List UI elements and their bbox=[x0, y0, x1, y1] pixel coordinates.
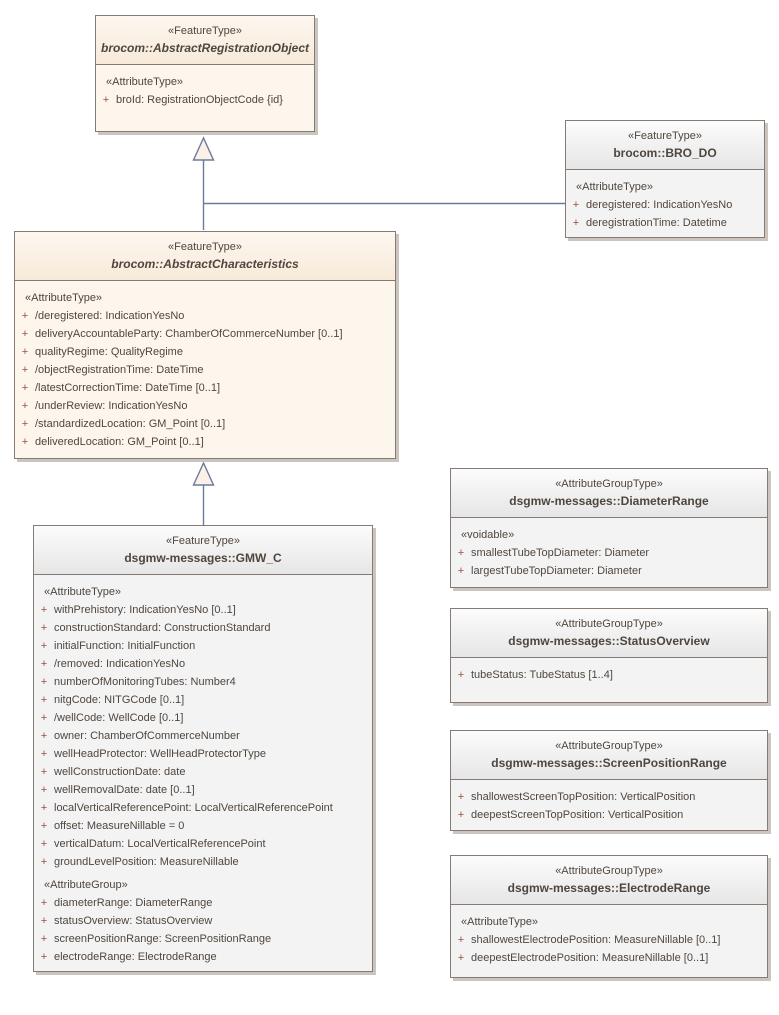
class-electrode-range[interactable] bbox=[450, 855, 768, 978]
class-header bbox=[566, 121, 764, 170]
class-abstract-characteristics[interactable] bbox=[14, 231, 396, 459]
attribute-row: + deepestElectrodePosition: MeasureNillable [0..1] bbox=[457, 952, 709, 964]
attribute-row: + wellHeadProtector: WellHeadProtectorType bbox=[40, 748, 266, 760]
class-header bbox=[451, 609, 767, 658]
attribute-row: + shallowestElectrodePosition: MeasureNillable [0..1] bbox=[457, 934, 721, 946]
compartment-label: «AttributeType» bbox=[106, 76, 184, 88]
compartment-label: «AttributeGroup» bbox=[44, 879, 128, 891]
generalization-characteristics-to-registrationobject[interactable] bbox=[194, 138, 214, 230]
stereotype: «AttributeGroupType» bbox=[555, 865, 663, 877]
attribute-compartment bbox=[451, 780, 767, 830]
stereotype: «AttributeGroupType» bbox=[555, 618, 663, 630]
attribute-row: + /latestCorrectionTime: DateTime [0..1] bbox=[21, 382, 221, 394]
attribute-row: + diameterRange: DiameterRange bbox=[40, 897, 213, 909]
attribute-row: + screenPositionRange: ScreenPositionRange bbox=[40, 933, 272, 945]
attribute-row: + /standardizedLocation: GM_Point [0..1] bbox=[21, 418, 226, 430]
class-header bbox=[451, 469, 767, 518]
class-name: brocom::BRO_DO bbox=[613, 146, 717, 160]
attribute-compartment bbox=[34, 575, 372, 971]
class-name: dsgmw-messages::GMW_C bbox=[124, 551, 282, 565]
compartment-label: «AttributeType» bbox=[576, 181, 654, 193]
attribute-compartment bbox=[451, 658, 767, 702]
attribute-row: + groundLevelPosition: MeasureNillable bbox=[40, 856, 239, 868]
class-screen-position-range[interactable] bbox=[450, 730, 768, 831]
attribute-row: + initialFunction: InitialFunction bbox=[40, 640, 196, 652]
attribute-row: + owner: ChamberOfCommerceNumber bbox=[40, 730, 240, 742]
attribute-row: + deepestScreenTopPosition: VerticalPosition bbox=[457, 809, 684, 821]
attribute-row: + tubeStatus: TubeStatus [1..4] bbox=[457, 669, 613, 681]
attribute-compartment bbox=[566, 170, 764, 237]
compartment-label: «AttributeType» bbox=[461, 916, 539, 928]
attribute-compartment bbox=[15, 281, 395, 458]
class-status-overview[interactable] bbox=[450, 608, 768, 703]
class-name: dsgmw-messages::StatusOverview bbox=[508, 634, 710, 648]
class-gmw-c[interactable] bbox=[33, 525, 373, 972]
attribute-row: + deregistered: IndicationYesNo bbox=[572, 199, 733, 211]
class-name: brocom::AbstractCharacteristics bbox=[111, 257, 299, 271]
attribute-row: + offset: MeasureNillable = 0 bbox=[40, 820, 185, 832]
attribute-row: + localVerticalReferencePoint: LocalVerticalReferencePoint bbox=[40, 802, 333, 814]
attribute-row: + deregistrationTime: Datetime bbox=[572, 217, 727, 229]
class-name: brocom::AbstractRegistrationObject bbox=[100, 41, 310, 55]
attribute-compartment bbox=[96, 65, 314, 131]
stereotype: «FeatureType» bbox=[168, 25, 242, 37]
attribute-row: + largestTubeTopDiameter: Diameter bbox=[457, 565, 642, 577]
stereotype: «FeatureType» bbox=[628, 130, 702, 142]
attribute-row: + /removed: IndicationYesNo bbox=[40, 658, 186, 670]
stereotype: «FeatureType» bbox=[168, 241, 242, 253]
attribute-row: + withPrehistory: IndicationYesNo [0..1] bbox=[40, 604, 236, 616]
class-header bbox=[34, 526, 372, 575]
class-diameter-range[interactable] bbox=[450, 468, 768, 588]
compartment-label: «AttributeType» bbox=[25, 292, 103, 304]
attribute-row: + wellConstructionDate: date bbox=[40, 766, 186, 778]
attribute-row: + constructionStandard: ConstructionStandard bbox=[40, 622, 271, 634]
attribute-row: + nitgCode: NITGCode [0..1] bbox=[40, 694, 185, 706]
class-header bbox=[451, 856, 767, 905]
stereotype: «AttributeGroupType» bbox=[555, 740, 663, 752]
compartment-label: «voidable» bbox=[461, 529, 515, 541]
attribute-compartment bbox=[451, 905, 767, 977]
attribute-row: + deliveryAccountableParty: ChamberOfCommerceNumber [0..1] bbox=[21, 328, 343, 340]
attribute-row: + verticalDatum: LocalVerticalReferencePoint bbox=[40, 838, 266, 850]
attribute-row: + statusOverview: StatusOverview bbox=[40, 915, 213, 927]
attribute-row: + numberOfMonitoringTubes: Number4 bbox=[40, 676, 236, 688]
attribute-row: + /underReview: IndicationYesNo bbox=[21, 400, 188, 412]
attribute-compartment bbox=[451, 518, 767, 587]
attribute-row: + smallestTubeTopDiameter: Diameter bbox=[457, 547, 650, 559]
attribute-row: + electrodeRange: ElectrodeRange bbox=[40, 951, 217, 963]
attribute-row: + /objectRegistrationTime: DateTime bbox=[21, 364, 204, 376]
attribute-row: + broId: RegistrationObjectCode {id} bbox=[102, 94, 283, 106]
class-header bbox=[451, 731, 767, 780]
class-name: dsgmw-messages::DiameterRange bbox=[509, 494, 709, 508]
compartment-label: «AttributeType» bbox=[44, 586, 122, 598]
class-abstract-registration-object[interactable] bbox=[95, 15, 315, 132]
attribute-row: + /deregistered: IndicationYesNo bbox=[21, 310, 185, 322]
attribute-row: + deliveredLocation: GM_Point [0..1] bbox=[21, 436, 204, 448]
attribute-row: + qualityRegime: QualityRegime bbox=[21, 346, 183, 358]
generalization-gmwc-to-characteristics[interactable] bbox=[194, 463, 214, 525]
class-bro-do[interactable] bbox=[565, 120, 765, 238]
class-name: dsgmw-messages::ElectrodeRange bbox=[507, 881, 711, 895]
stereotype: «AttributeGroupType» bbox=[555, 478, 663, 490]
attribute-row: + shallowestScreenTopPosition: VerticalPosition bbox=[457, 791, 696, 803]
attribute-row: + wellRemovalDate: date [0..1] bbox=[40, 784, 195, 796]
class-header bbox=[96, 16, 314, 65]
class-header bbox=[15, 232, 395, 281]
class-name: dsgmw-messages::ScreenPositionRange bbox=[491, 756, 727, 770]
attribute-row: + /wellCode: WellCode [0..1] bbox=[40, 712, 184, 724]
stereotype: «FeatureType» bbox=[166, 535, 240, 547]
